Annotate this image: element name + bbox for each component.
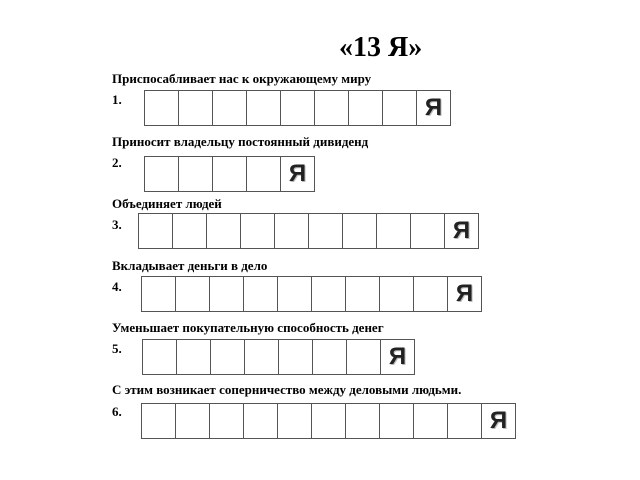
- answer-cell[interactable]: [211, 340, 245, 374]
- answer-cell[interactable]: [179, 91, 213, 125]
- answer-cell[interactable]: [414, 277, 448, 311]
- answer-cell[interactable]: [281, 91, 315, 125]
- answer-cell[interactable]: [309, 214, 343, 248]
- answer-cell[interactable]: [244, 404, 278, 438]
- answer-cell[interactable]: [315, 91, 349, 125]
- answer-cell[interactable]: [279, 340, 313, 374]
- answer-cell[interactable]: [213, 91, 247, 125]
- letter-cell: Я: [281, 157, 315, 191]
- number-4: 4.: [112, 279, 122, 294]
- answer-cell[interactable]: [312, 277, 346, 311]
- number-6: 6.: [112, 404, 122, 419]
- clue-3: Объединяет людей: [112, 196, 222, 211]
- letter-cell: Я: [417, 91, 451, 125]
- answer-cell[interactable]: [448, 404, 482, 438]
- clue-1: Приспосабливает нас к окружающему миру: [112, 71, 372, 86]
- answer-cell[interactable]: [176, 404, 210, 438]
- answer-cell[interactable]: [213, 157, 247, 191]
- answer-cell[interactable]: [312, 404, 346, 438]
- number-3: 3.: [112, 217, 122, 232]
- letter-cell: Я: [448, 277, 482, 311]
- clue-5: Уменьшает покупательную способность денег: [112, 320, 384, 335]
- answer-grid-2: [144, 156, 315, 192]
- number-2: 2.: [112, 155, 122, 170]
- answer-cell[interactable]: [210, 404, 244, 438]
- answer-cell[interactable]: [145, 91, 179, 125]
- page-title: «13 Я»: [339, 32, 423, 63]
- answer-grid-3: [138, 213, 479, 249]
- answer-cell[interactable]: [346, 404, 380, 438]
- answer-grid-5: [142, 339, 415, 375]
- clue-2: Приносит владельцу постоянный дивиденд: [112, 134, 369, 149]
- answer-cell[interactable]: [278, 404, 312, 438]
- letter-cell: Я: [445, 214, 479, 248]
- answer-cell[interactable]: [177, 340, 211, 374]
- answer-cell[interactable]: [145, 157, 179, 191]
- clue-4: Вкладывает деньги в дело: [112, 258, 268, 273]
- answer-cell[interactable]: [173, 214, 207, 248]
- answer-grid-1: [144, 90, 451, 126]
- answer-grid-6: [141, 403, 516, 439]
- answer-cell[interactable]: [313, 340, 347, 374]
- answer-cell[interactable]: [142, 404, 176, 438]
- answer-cell[interactable]: [179, 157, 213, 191]
- answer-cell[interactable]: [380, 277, 414, 311]
- answer-cell[interactable]: [244, 277, 278, 311]
- answer-cell[interactable]: [346, 277, 380, 311]
- answer-cell[interactable]: [247, 157, 281, 191]
- answer-cell[interactable]: [347, 340, 381, 374]
- answer-cell[interactable]: [349, 91, 383, 125]
- number-1: 1.: [112, 92, 122, 107]
- answer-cell[interactable]: [343, 214, 377, 248]
- letter-cell: Я: [381, 340, 415, 374]
- answer-cell[interactable]: [245, 340, 279, 374]
- answer-cell[interactable]: [143, 340, 177, 374]
- answer-cell[interactable]: [275, 214, 309, 248]
- answer-cell[interactable]: [142, 277, 176, 311]
- answer-cell[interactable]: [207, 214, 241, 248]
- answer-cell[interactable]: [139, 214, 173, 248]
- answer-cell[interactable]: [176, 277, 210, 311]
- clue-6: С этим возникает соперничество между деловыми людьми.: [112, 382, 462, 397]
- answer-cell[interactable]: [414, 404, 448, 438]
- answer-cell[interactable]: [411, 214, 445, 248]
- answer-cell[interactable]: [241, 214, 275, 248]
- answer-cell[interactable]: [210, 277, 244, 311]
- answer-cell[interactable]: [278, 277, 312, 311]
- answer-cell[interactable]: [380, 404, 414, 438]
- number-5: 5.: [112, 341, 122, 356]
- letter-cell: Я: [482, 404, 516, 438]
- answer-cell[interactable]: [377, 214, 411, 248]
- answer-grid-4: [141, 276, 482, 312]
- answer-cell[interactable]: [383, 91, 417, 125]
- answer-cell[interactable]: [247, 91, 281, 125]
